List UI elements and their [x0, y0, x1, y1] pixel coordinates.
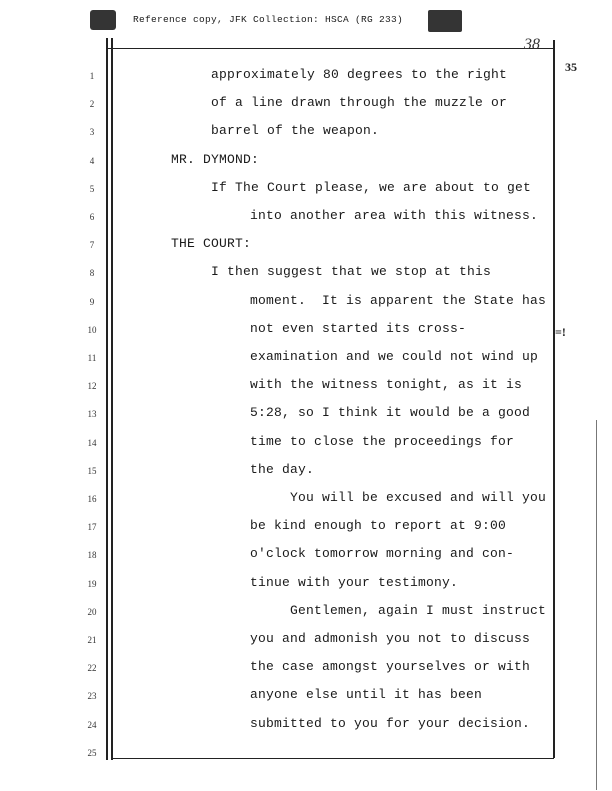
bottom-rule: [112, 758, 554, 759]
margin-note-top: 35: [565, 60, 577, 74]
transcript-line: into another area with this witness.: [250, 208, 539, 223]
transcript-line: with the witness tonight, as it is: [250, 377, 523, 393]
transcript-line: moment. It is apparent the State has: [250, 292, 547, 308]
right-margin-rule: [553, 40, 555, 758]
handwritten-page-number: 38: [524, 36, 540, 53]
transcript-line: I then suggest that we stop at this: [211, 264, 492, 280]
transcript-line: submitted to you for your decision.: [250, 715, 531, 731]
line-number: 22: [87, 663, 97, 674]
transcript-line: you and admonish you not to discuss: [250, 631, 531, 646]
transcript-line: Gentlemen, again I must instruct: [290, 602, 547, 618]
line-number: 21: [87, 635, 97, 645]
page-edge-line: [596, 420, 597, 790]
line-number: 23: [87, 691, 97, 702]
line-number: 9: [89, 296, 95, 307]
transcript-line: be kind enough to report at 9:00: [250, 518, 507, 534]
line-number: 5: [89, 183, 95, 194]
line-number: 14: [87, 437, 97, 448]
transcript-line: MR. DYMOND:: [171, 151, 260, 167]
line-number: 4: [89, 155, 95, 166]
transcript-line: approximately 80 degrees to the right: [211, 67, 508, 82]
line-number: 17: [87, 522, 97, 533]
transcript-line: time to close the proceedings for: [250, 433, 515, 449]
transcript-line: barrel of the weapon.: [211, 123, 380, 139]
right-corner-smudge: [428, 10, 462, 32]
transcript-line: THE COURT:: [171, 236, 252, 252]
left-corner-smudge: [90, 10, 116, 30]
line-number: 16: [87, 494, 97, 504]
transcript-line: the case amongst yourselves or with: [250, 659, 531, 675]
line-number: 19: [87, 578, 97, 589]
transcript-line: of a line drawn through the muzzle or: [211, 95, 508, 111]
transcript-line: 5:28, so I think it would be a good: [250, 405, 531, 421]
transcript-line: You will be excused and will you: [290, 490, 547, 505]
line-number: 6: [89, 212, 95, 222]
archive-reference-header: Reference copy, JFK Collection: HSCA (RG 233): [133, 14, 404, 25]
line-number: 13: [87, 409, 97, 420]
line-number: 20: [87, 606, 97, 617]
margin-note-mid: =!: [555, 325, 566, 339]
line-number: 2: [89, 99, 95, 110]
line-number: 18: [87, 550, 97, 561]
line-number: 10: [87, 324, 97, 335]
line-number: 7: [89, 240, 95, 251]
top-rule: [106, 48, 554, 49]
line-number: 12: [87, 381, 97, 392]
line-number: 15: [87, 465, 97, 476]
line-number: 3: [89, 127, 95, 138]
transcript-line: not even started its cross-: [250, 320, 467, 336]
transcript-line: anyone else until it has been: [250, 687, 483, 703]
left-double-rule-inner: [111, 38, 113, 760]
line-number: 25: [87, 747, 97, 758]
transcript-line: examination and we could not wind up: [250, 349, 539, 364]
transcript-line: If The Court please, we are about to get: [211, 179, 532, 195]
transcript-line: o'clock tomorrow morning and con-: [250, 546, 515, 562]
line-number: 8: [89, 268, 95, 279]
transcript-line: tinue with your testimony.: [250, 574, 459, 590]
line-number: 1: [89, 71, 95, 81]
line-number: 11: [87, 353, 97, 363]
line-number: 24: [87, 719, 97, 730]
left-double-rule-outer: [106, 38, 108, 760]
transcript-line: the day.: [250, 461, 315, 477]
